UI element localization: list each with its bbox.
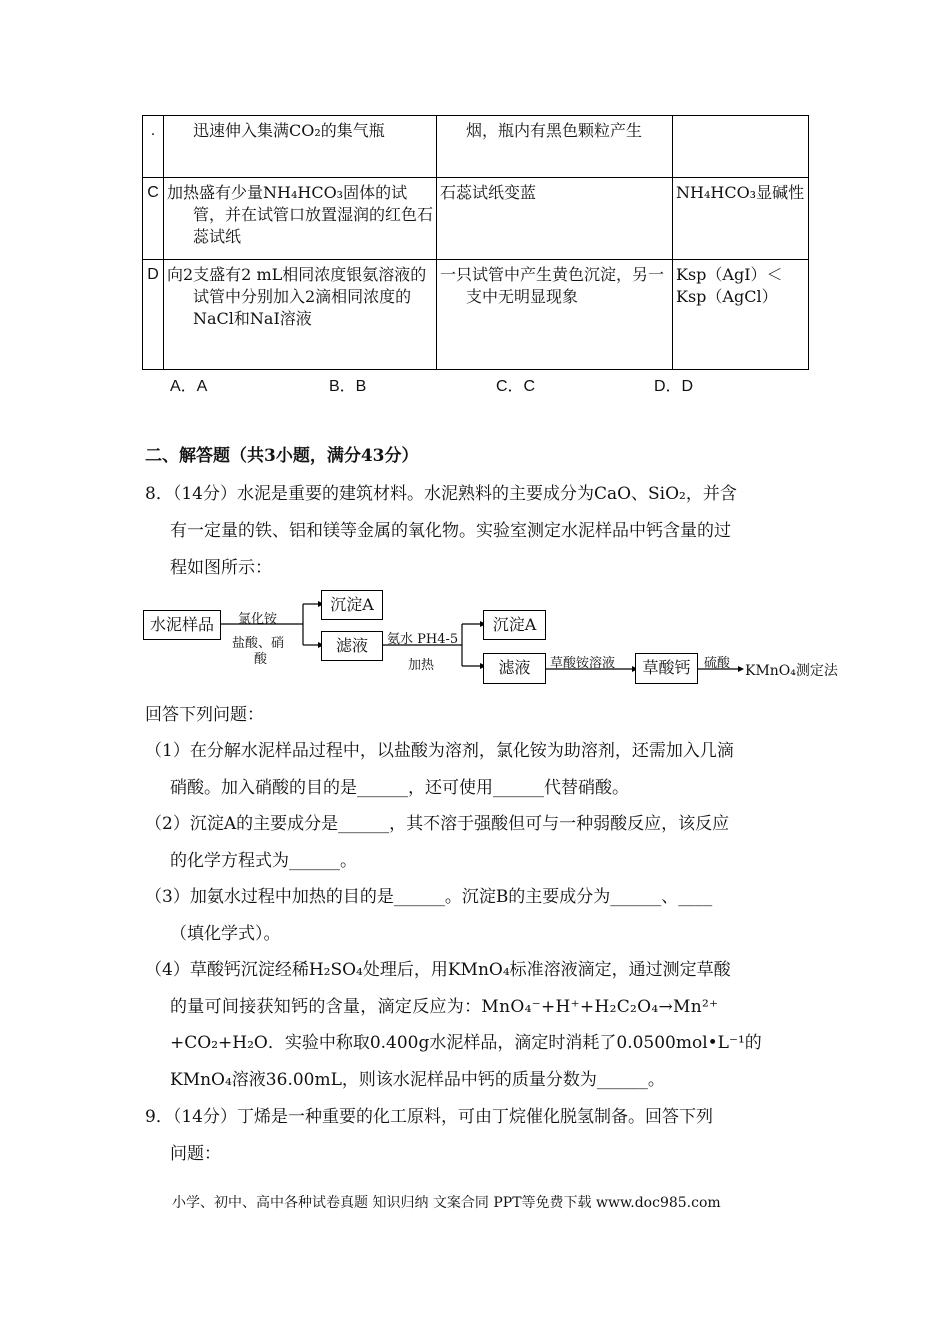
sub-question-4-line-3: +CO₂+H₂O．实验中称取0.400g水泥样品，滴定时消耗了0.0500mol•L⁻¹的 xyxy=(170,1033,762,1053)
sample-box: 水泥样品 xyxy=(143,610,221,640)
row-conclusion: Ksp（AgI）＜Ksp（AgCl） xyxy=(673,260,809,370)
calcium-oxalate-box: 草酸钙 xyxy=(635,653,698,684)
reagent-ammonia: 氨水 PH4-5 xyxy=(387,632,459,647)
row-operation: 加热盛有少量NH₄HCO₃固体的试管，并在试管口放置湿润的红色石蕊试纸 xyxy=(164,178,437,260)
row-operation: 向2支盛有2 mL相同浓度银氨溶液的试管中分别加入2滴相同浓度的NaCl和NaI溶液 xyxy=(164,260,437,370)
q8-line-2: 有一定量的铁、铝和镁等金属的氧化物。实验室测定水泥样品中钙含量的过 xyxy=(170,521,731,541)
section-title: 二、解答题（共3小题，满分43分） xyxy=(145,446,419,466)
row-phenomenon: 石蕊试纸变蓝 xyxy=(437,178,673,260)
sub-question-2-line-1: （2）沉淀A的主要成分是______，其不溶于强酸但可与一种弱酸反应，该反应 xyxy=(145,814,730,834)
option-c[interactable]: C．C xyxy=(496,378,536,395)
reagent-acids-cont: 酸 xyxy=(254,652,268,667)
row-label: D xyxy=(143,260,164,370)
sub-question-4-line-2: 的量可间接获知钙的含量，滴定反应为：MnO₄⁻+H⁺+H₂C₂O₄→Mn²⁺ xyxy=(170,997,719,1017)
row-label: C xyxy=(143,178,164,260)
sub-question-1-line-1: （1）在分解水泥样品过程中，以盐酸为溶剂，氯化铵为助溶剂，还需加入几滴 xyxy=(145,741,734,761)
option-a[interactable]: A．A xyxy=(170,378,208,395)
answer-intro: 回答下列问题： xyxy=(145,705,264,725)
reagent-heat: 加热 xyxy=(408,658,435,673)
reagent-oxalate: 草酸铵溶液 xyxy=(550,656,616,671)
sub-question-2-line-2: 的化学方程式为______。 xyxy=(170,851,357,871)
reagent-nh4cl: 氯化铵 xyxy=(238,612,278,627)
row-label: . xyxy=(143,116,164,178)
sub-question-3-line-1: （3）加氨水过程中加热的目的是______。沉淀B的主要成分为______、____ xyxy=(145,887,713,907)
option-b[interactable]: B．B xyxy=(329,378,367,395)
q9-line-2: 问题： xyxy=(170,1144,221,1164)
sub-question-1-line-2: 硝酸。加入硝酸的目的是______，还可使用______代替硝酸。 xyxy=(170,778,629,798)
option-d[interactable]: D．D xyxy=(654,378,694,395)
row-conclusion: NH₄HCO₃显碱性 xyxy=(673,178,809,260)
kmno4-method: KMnO₄测定法 xyxy=(745,663,838,679)
sub-question-3-line-2: （填化学式）。 xyxy=(170,924,281,944)
precipitate-a-box-1: 沉淀A xyxy=(321,590,383,620)
filtrate-box-1: 滤液 xyxy=(321,631,383,661)
page-footer: 小学、初中、高中各种试卷真题 知识归纳 文案合同 PPT等免费下载 www.doc985.com xyxy=(172,1195,721,1211)
operation-text: 迅速伸入集满CO₂的集气瓶 xyxy=(193,121,385,140)
sub-question-4-line-4: KMnO₄溶液36.00mL，则该水泥样品中钙的质量分数为______。 xyxy=(170,1070,665,1090)
reagent-sulfuric: 硫酸 xyxy=(704,656,731,671)
precipitate-a-box-2: 沉淀A xyxy=(483,610,546,640)
sub-question-4-line-1: （4）草酸钙沉淀经稀H₂SO₄处理后，用KMnO₄标准溶液滴定，通过测定草酸 xyxy=(145,960,731,980)
phenomenon-text: 烟，瓶内有黑色颗粒产生 xyxy=(466,121,643,140)
filtrate-box-2: 滤液 xyxy=(483,653,546,684)
q8-line-3: 程如图所示： xyxy=(170,558,272,578)
q8-line-1: 8．（14分）水泥是重要的建筑材料。水泥熟料的主要成分为CaO、SiO₂，并含 xyxy=(145,484,737,504)
reagent-acids: 盐酸、硝 xyxy=(232,636,285,651)
q9-line-1: 9．（14分）丁烯是一种重要的化工原料，可由丁烷催化脱氢制备。回答下列 xyxy=(145,1107,713,1127)
row-phenomenon: 一只试管中产生黄色沉淀，另一支中无明显现象 xyxy=(437,260,673,370)
